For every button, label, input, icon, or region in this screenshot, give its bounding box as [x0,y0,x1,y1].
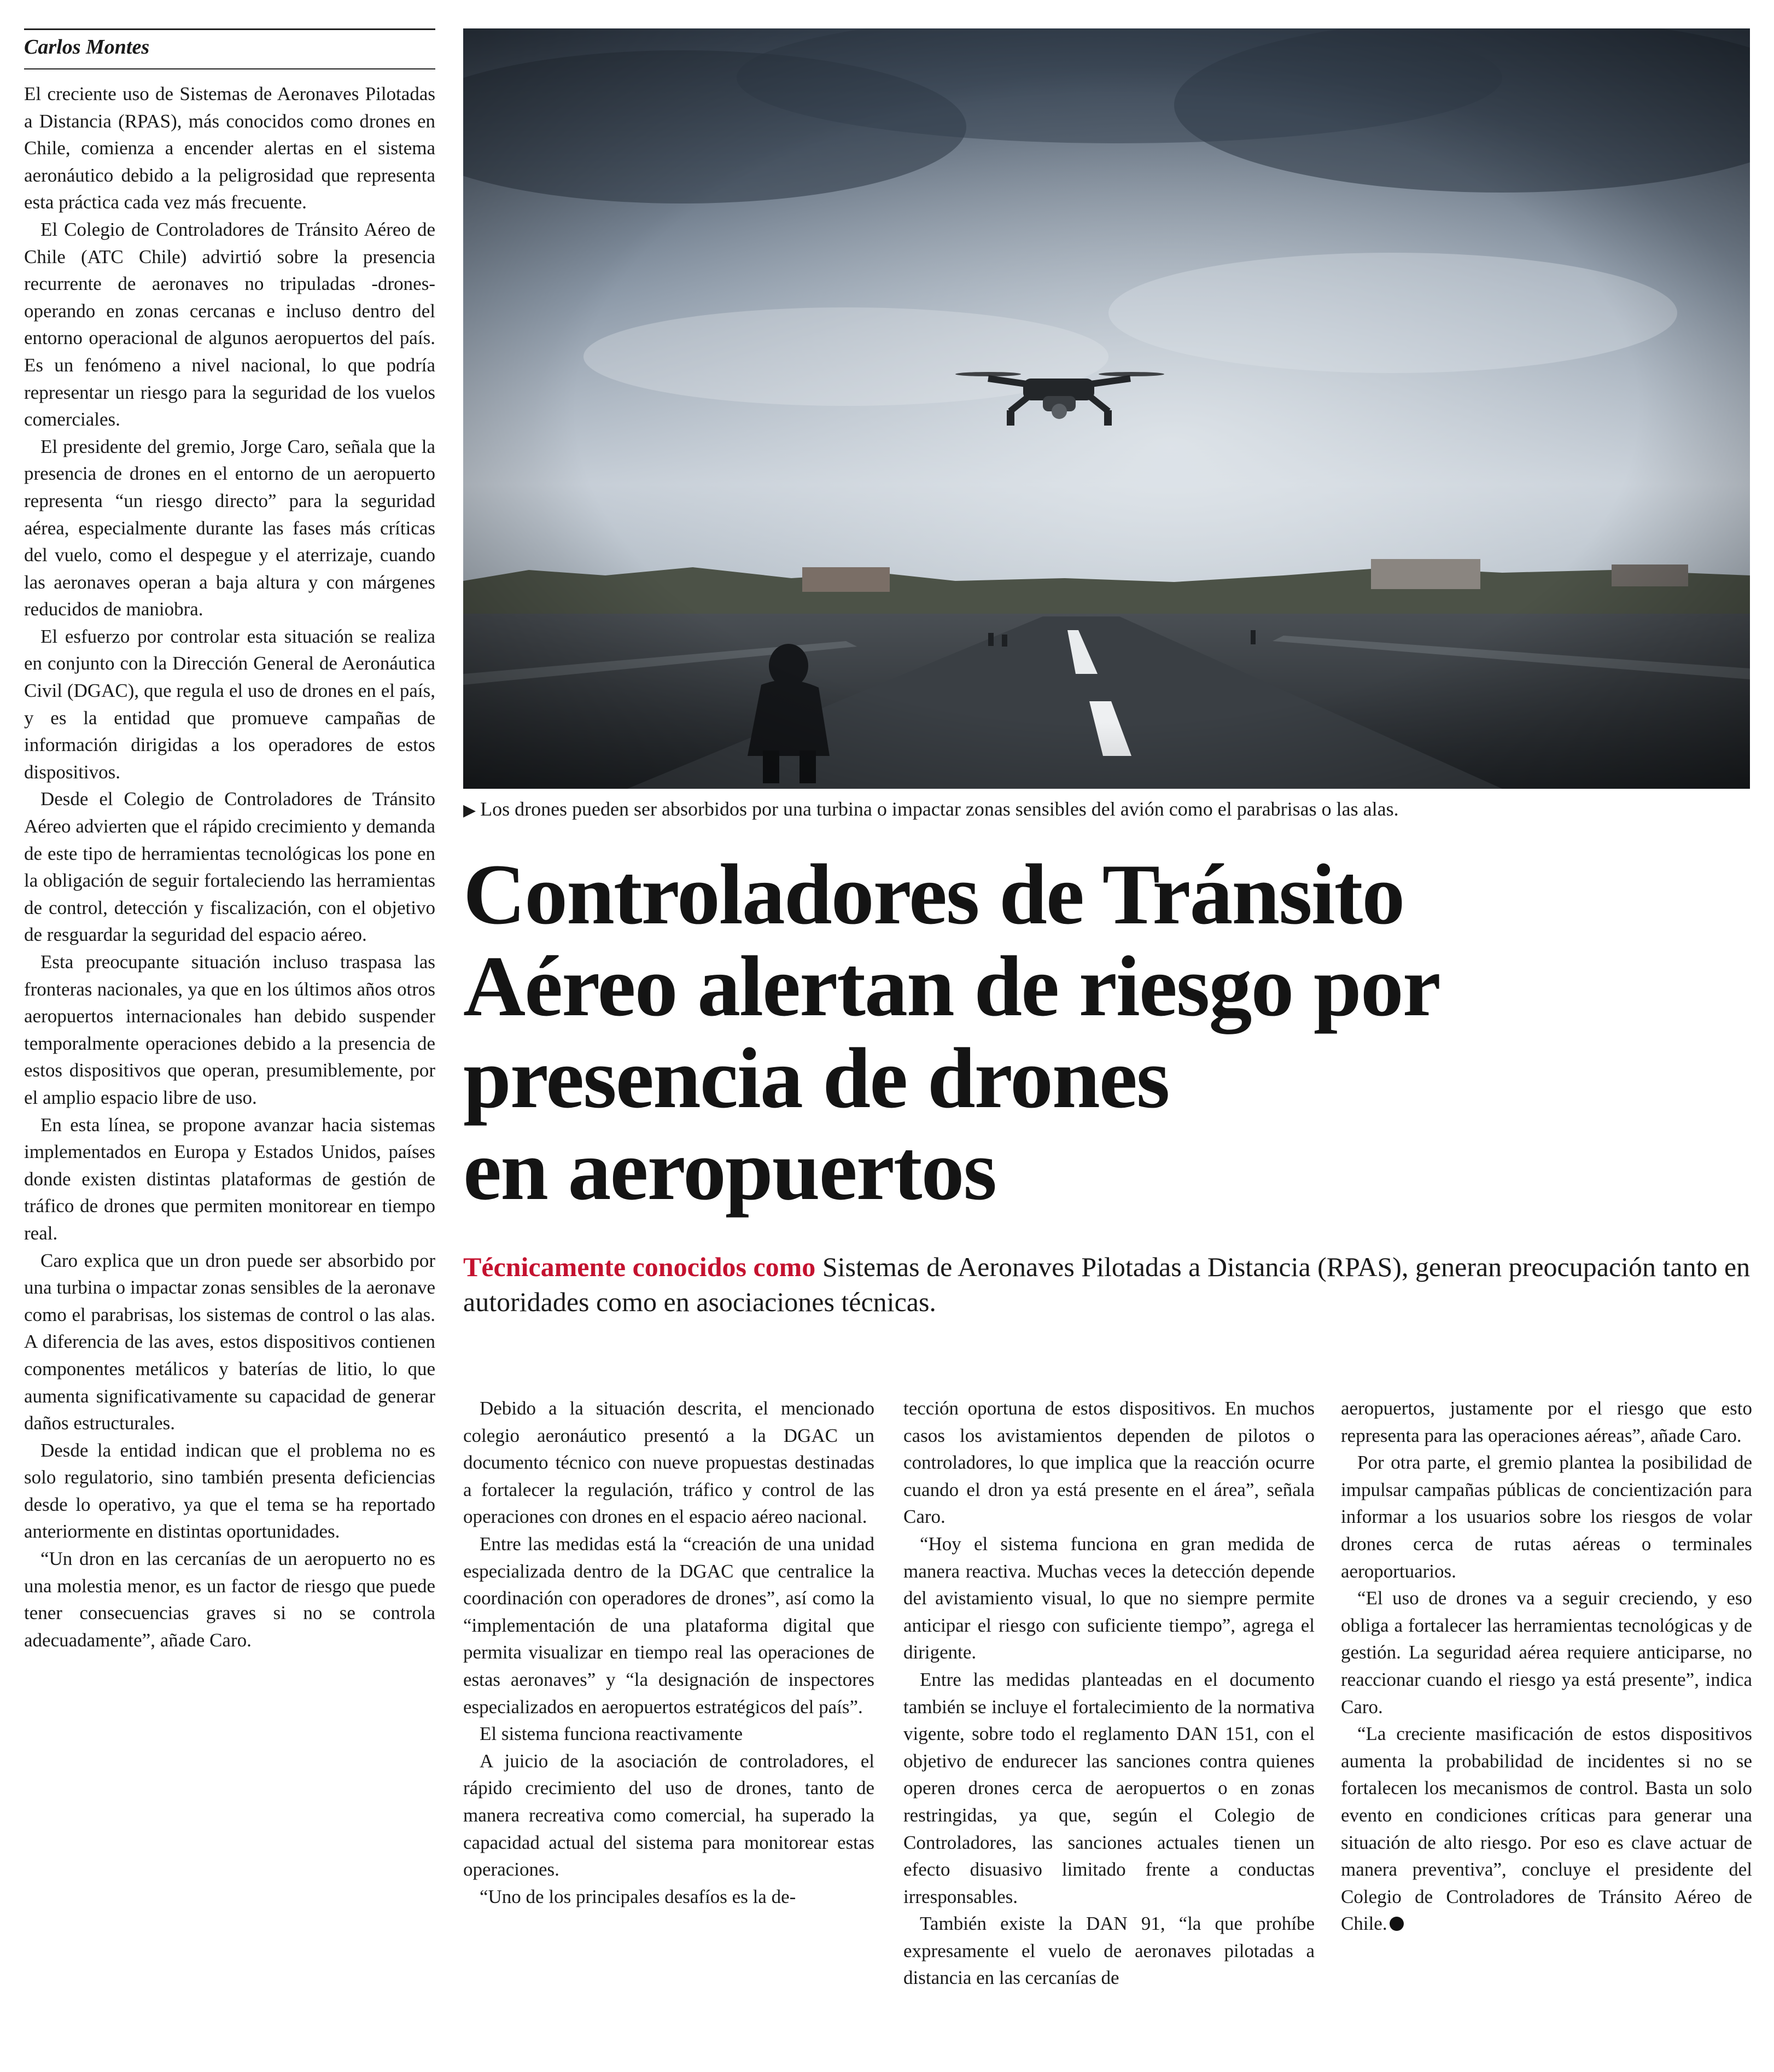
paragraph: tección oportuna de estos dispositivos. En muchos casos los avistamientos dependen de pilotos o controladores, lo que implica que la reacción ocurre cuando el dron ya está presente en el área”, señala Caro. [903,1398,1315,1528]
subhead: El sistema funciona reactivamente [480,1723,743,1745]
end-mark-icon [1390,1917,1404,1931]
top-rule [24,28,435,30]
paragraph: Desde la entidad indican que el problema no es solo regulatorio, sino también presenta deficiencias desde lo operativo, ya que el tema se ha reportado anteriormente en distintas oportunidades. [24,1439,435,1543]
left-column [24,28,435,1654]
paragraph: El Colegio de Controladores de Tránsito Aéreo de Chile (ATC Chile) advirtió sobre la presencia recurrente de aeronaves no tripuladas -drones- operando en zonas cercanas e incluso dentro del entorno operacional de algunos aeropuertos del país. Es un fenómeno a nivel nacional, lo que podría representar un riesgo para la seguridad de los vuelos comerciales. [24,218,435,430]
headline [463,849,1754,1217]
paragraph: Desde el Colegio de Controladores de Tránsito Aéreo advierten que el rápido crecimiento y demanda de este tipo de herramientas tecnológicas los pone en la obligación de seguir fortaleciendo las herramientas de control, detección y fiscalización, con el objetivo de resguardar la seguridad del espacio aéreo. [24,788,435,946]
byline: Carlos Montes [24,36,150,59]
paragraph: Esta preocupante situación incluso traspasa las fronteras nacionales, ya que en los últimos años otros aeropuertos internacionales han debido suspender temporalmente operaciones debido a la presencia de estos dispositivos que operan, presumiblemente, por el amplio espacio libre de uso. [24,951,435,1108]
paragraph: “Uno de los principales desafíos es la de- [480,1885,796,1907]
caption-arrow-icon: ▶ [463,801,476,819]
headline-line: Aéreo alertan de riesgo por [463,939,1440,1034]
paragraph [1341,1720,1752,1937]
paragraph: El presidente del gremio, Jorge Caro, señala que la presencia de drones en el entorno de un aeropuerto representa “un riesgo directo” para la seguridad aérea, especialmente durante las fases más críticas del vuelo, como el despegue y el aterrizaje, cuando las aeronaves operan a baja altura y con márgenes reducidos de maniobra. [24,435,435,620]
paragraph: A juicio de la asociación de controladores, el rápido crecimiento del uso de drones, tanto de manera recreativa como comercial, ha superado la capacidad actual del sistema para monitorear estas operaciones. [463,1750,874,1881]
column-3 [1341,1395,1752,1937]
paragraph: “El uso de drones va a seguir creciendo, y eso obliga a fortalecer las herramientas tecnológicas y de gestión. La seguridad aérea requiere anticiparse, no reaccionar cuando el riesgo ya está presente”, indica Caro. [1341,1587,1752,1718]
paragraph: “Hoy el sistema funciona en gran medida de manera reactiva. Muchas veces la detección depende del avistamiento visual, lo que no siempre permite anticipar el riesgo con suficiente tiempo”, agrega el dirigente. [903,1533,1315,1663]
paragraph: Debido a la situación descrita, el mencionado colegio aeronáutico presentó a la DGAC un documento técnico con nueve propuestas destinadas a fortalecer la regulación, tráfico y control de las operaciones con drones en el espacio aéreo nacional. [463,1398,874,1528]
byline-rule [24,68,435,69]
paragraph: Entre las medidas está la “creación de una unidad especializada dentro de la DGAC que centralice la coordinación con operadores de drones”, así como la “implementación de una plataforma digital que permita visualizar en tiempo real las operaciones de estas aeronaves” y “la designación de inspectores especializados en aeropuertos estratégicos del país”. [463,1533,874,1718]
column-1 [463,1395,874,1910]
paragraph: En esta línea, se propone avanzar hacia sistemas implementados en Europa y Estados Unidos, países donde existen distintas plataformas de gestión de tráfico de drones que permiten monitorear en tiempo real. [24,1114,435,1244]
drone-photo [463,28,1750,789]
paragraph: También existe la DAN 91, “la que prohíbe expresamente el vuelo de aeronaves pilotadas a distancia en las cercanías de [903,1913,1315,1989]
headline-line: en aeropuertos [463,1122,996,1218]
caption-text: Los drones pueden ser absorbidos por una turbina o impactar zonas sensibles del avión como el parabrisas o las alas. [480,798,1399,820]
left-column-text [24,80,435,1654]
paragraph: “Un dron en las cercanías de un aeropuerto no es una molestia menor, es un factor de riesgo que puede tener consecuencias graves si no se controla adecuadamente”, añade Caro. [24,1548,435,1651]
deck-text: Sistemas de Aeronaves Pilotadas a Distancia (RPAS), generan preocupación tanto en autoridades como en asociaciones técnicas. [463,1252,1750,1317]
headline-line: presencia de drones [463,1031,1169,1126]
paragraph: Caro explica que un dron puede ser absorbido por una turbina o impactar zonas sensibles de la aeronave como el parabrisas, los sistemas de control o las alas. A diferencia de las aves, estos dispositivos contienen componentes metálicos y baterías de litio, lo que aumenta significativamente su capacidad de generar daños estructurales. [24,1249,435,1434]
paragraph: aeropuertos, justamente por el riesgo que esto representa para las operaciones aéreas”, añade Caro. [1341,1398,1752,1446]
deck [463,1249,1754,1319]
paragraph: El esfuerzo por controlar esta situación se realiza en conjunto con la Dirección General de Aeronáutica Civil (DGAC), que regula el uso de drones en el país, y es la entidad que promueve campañas de información dirigidas a los operadores de estos dispositivos. [24,625,435,783]
deck-lead: Técnicamente conocidos como [463,1252,816,1282]
paragraph: El creciente uso de Sistemas de Aeronaves Pilotadas a Distancia (RPAS), más conocidos como drones en Chile, comienza a encender alertas en el sistema aeronáutico debido a la peligrosidad que representa esta práctica cada vez más frecuente. [24,83,435,213]
paragraph: Entre las medidas planteadas en el documento también se incluye el fortalecimiento de la normativa vigente, sobre todo el reglamento DAN 151, con el objetivo de endurecer las sanciones contra quienes operen drones cerca de aeropuertos o en zonas restringidas, ya que, según el Colegio de Controladores, las sanciones actuales tienen un efecto disuasivo limitado frente a conductas irresponsables. [903,1668,1315,1907]
photo-caption [463,796,1750,823]
paragraph: Por otra parte, el gremio plantea la posibilidad de impulsar campañas públicas de concientización para informar a los usuarios sobre los riesgos de volar drones cerca de rutas aéreas o terminales aeroportuarios. [1341,1452,1752,1582]
closing-paragraph-text: “La creciente masificación de estos dispositivos aumenta la probabilidad de incidentes si no se fortalecen los mecanismos de control. Basta un solo evento en condiciones críticas para generar una situación de alto riesgo. Por eso es clave actuar de manera preventiva”, concluye el presidente del Colegio de Controladores de Tránsito Aéreo de Chile. [1341,1723,1752,1935]
headline-line: Controladores de Tránsito [463,847,1404,942]
column-2 [903,1395,1315,1992]
